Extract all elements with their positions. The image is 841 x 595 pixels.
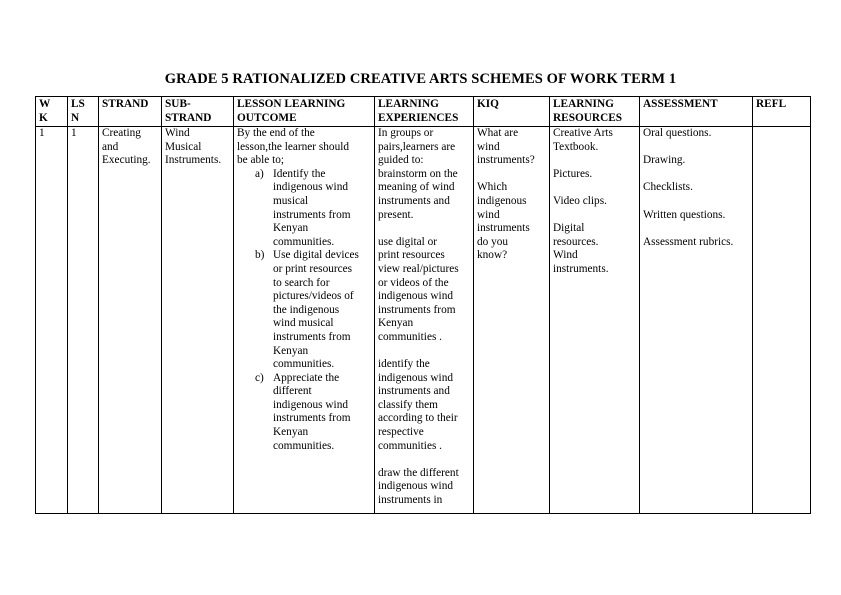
header-assessment	[640, 97, 753, 127]
paragraph-gap	[378, 453, 470, 467]
cell-refl	[753, 127, 811, 514]
outcome-line: different	[273, 385, 312, 398]
experience-line: instruments from	[378, 303, 456, 316]
resource-line: Pictures.	[553, 167, 593, 180]
resource-line: resources.	[553, 235, 599, 248]
experience-line: according to their	[378, 412, 458, 425]
experience-line: present.	[378, 208, 414, 221]
cell-kiq	[474, 127, 550, 514]
outcome-line: to search for	[273, 276, 330, 289]
header-resources	[550, 97, 640, 127]
kiq-line: do you	[477, 235, 509, 248]
experience-line: communities .	[378, 439, 443, 452]
strand-line: and	[102, 140, 119, 153]
paragraph-gap	[553, 181, 636, 195]
assessment-item: Assessment rubrics.	[643, 235, 734, 248]
outcome-line: Kenyan	[273, 344, 309, 357]
header-outcome-line: OUTCOME	[237, 111, 297, 124]
cell-lsn	[68, 127, 99, 514]
header-wk-line: K	[39, 111, 48, 124]
list-marker: c)	[255, 371, 264, 384]
experience-line: communities .	[378, 330, 443, 343]
sub-strand-line: Instruments.	[165, 154, 222, 167]
kiq-line: Which	[477, 181, 508, 194]
experience-line: pairs,learners are	[378, 140, 456, 153]
experience-line: instruments and	[378, 194, 450, 207]
experience-line: meaning of wind	[378, 181, 455, 194]
header-experiences	[375, 97, 474, 127]
outcome-list	[237, 168, 371, 453]
experience-line: draw the different	[378, 466, 459, 479]
header-kiq-label: KIQ	[477, 98, 499, 110]
kiq-line: instruments?	[477, 154, 535, 167]
header-refl-label: REFL	[756, 98, 787, 110]
week-number: 1	[39, 127, 45, 139]
assessment-item: Drawing.	[643, 154, 686, 167]
experience-line: guided to:	[378, 154, 424, 167]
outcome-intro-line: By the end of the	[237, 127, 315, 139]
outcome-line: instruments from	[273, 208, 351, 221]
paragraph-gap	[553, 209, 636, 223]
header-wk-line: W	[39, 98, 51, 110]
outcome-line: musical	[273, 194, 309, 207]
resource-line: Textbook.	[553, 140, 599, 153]
header-sub-strand-line: SUB-	[165, 98, 191, 110]
cell-strand	[99, 127, 162, 514]
experience-line: instruments in	[378, 494, 443, 507]
experience-line: view real/pictures	[378, 262, 459, 275]
outcome-line: pictures/videos of	[273, 290, 354, 303]
outcome-line: wind musical	[273, 317, 334, 330]
header-lsn-line: LS	[71, 98, 85, 110]
assessment-item: Checklists.	[643, 181, 693, 194]
header-strand	[99, 97, 162, 127]
scheme-of-work-table	[35, 96, 811, 514]
header-row	[36, 97, 811, 127]
header-strand-label: STRAND	[102, 98, 149, 110]
sub-strand-line: Wind	[165, 127, 190, 139]
outcome-line: Kenyan	[273, 426, 309, 439]
outcome-line: Identify the	[273, 167, 326, 180]
outcome-line: or print resources	[273, 262, 353, 275]
paragraph-gap	[643, 168, 749, 182]
outcome-line: instruments from	[273, 412, 351, 425]
kiq-line: know?	[477, 249, 508, 262]
header-resources-line: LEARNING	[553, 98, 614, 110]
paragraph-gap	[643, 195, 749, 209]
experience-line: brainstorm on the	[378, 167, 458, 180]
header-sub-strand-line: STRAND	[165, 111, 212, 124]
resource-line: Video clips.	[553, 194, 607, 207]
experience-line: indigenous wind	[378, 290, 453, 303]
header-assessment-label: ASSESSMENT	[643, 98, 718, 110]
outcome-intro-line: be able to;	[237, 154, 285, 167]
paragraph-gap	[378, 345, 470, 359]
resource-line: Creative Arts	[553, 127, 613, 139]
cell-sub-strand	[162, 127, 234, 514]
header-lsn	[68, 97, 99, 127]
experience-line: identify the	[378, 358, 430, 371]
header-sub-strand	[162, 97, 234, 127]
table-row	[36, 127, 811, 514]
experience-line: classify them	[378, 398, 438, 411]
list-item	[255, 371, 371, 454]
experience-line: In groups or	[378, 127, 434, 139]
header-kiq	[474, 97, 550, 127]
paragraph-gap	[643, 222, 749, 236]
outcome-intro-line: lesson,the learner should	[237, 140, 349, 153]
experience-line: instruments and	[378, 385, 450, 398]
kiq-line: instruments	[477, 222, 530, 235]
header-wk	[36, 97, 68, 127]
outcome-line: instruments from	[273, 330, 351, 343]
cell-experiences	[375, 127, 474, 514]
experience-line: print resources	[378, 249, 445, 262]
lesson-number: 1	[71, 127, 77, 139]
strand-line: Creating	[102, 127, 141, 139]
paragraph-gap	[553, 154, 636, 168]
header-refl	[753, 97, 811, 127]
cell-assessment	[640, 127, 753, 514]
outcome-line: communities.	[273, 235, 335, 248]
outcome-line: indigenous wind	[273, 181, 348, 194]
list-marker: a)	[255, 167, 264, 180]
list-item	[255, 249, 371, 371]
outcome-line: the indigenous	[273, 303, 340, 316]
document-title: GRADE 5 RATIONALIZED CREATIVE ARTS SCHEMES OF WORK TERM 1	[164, 71, 677, 87]
resource-line: instruments.	[553, 262, 609, 275]
paragraph-gap	[643, 141, 749, 155]
outcome-line: indigenous wind	[273, 398, 348, 411]
experience-line: respective	[378, 426, 424, 439]
assessment-item: Written questions.	[643, 208, 726, 221]
header-experiences-line: LEARNING	[378, 98, 439, 110]
paragraph-gap	[477, 168, 546, 182]
kiq-line: indigenous	[477, 194, 527, 207]
experience-line: use digital or	[378, 235, 437, 248]
header-experiences-line: EXPERIENCES	[378, 111, 459, 124]
outcome-line: communities.	[273, 439, 335, 452]
resource-line: Digital	[553, 222, 585, 235]
header-outcome	[234, 97, 375, 127]
list-item	[255, 167, 371, 250]
outcome-line: communities.	[273, 358, 335, 371]
cell-resources	[550, 127, 640, 514]
cell-wk	[36, 127, 68, 514]
cell-outcome	[234, 127, 375, 514]
list-marker: b)	[255, 249, 265, 262]
resource-line: Wind	[553, 249, 578, 262]
header-outcome-line: LESSON LEARNING	[237, 98, 346, 110]
strand-line: Executing.	[102, 154, 151, 167]
experience-line: or videos of the	[378, 276, 449, 289]
outcome-line: Appreciate the	[273, 371, 340, 384]
header-lsn-line: N	[71, 111, 80, 124]
assessment-item: Oral questions.	[643, 127, 712, 139]
paragraph-gap	[378, 222, 470, 236]
header-resources-line: RESOURCES	[553, 111, 623, 124]
experience-line: Kenyan	[378, 317, 414, 330]
experience-line: indigenous wind	[378, 480, 453, 493]
kiq-line: wind	[477, 208, 500, 221]
kiq-line: wind	[477, 140, 500, 153]
outcome-line: Kenyan	[273, 222, 309, 235]
kiq-line: What are	[477, 127, 519, 139]
sub-strand-line: Musical	[165, 140, 202, 153]
outcome-line: Use digital devices	[273, 249, 359, 262]
experience-line: indigenous wind	[378, 371, 453, 384]
